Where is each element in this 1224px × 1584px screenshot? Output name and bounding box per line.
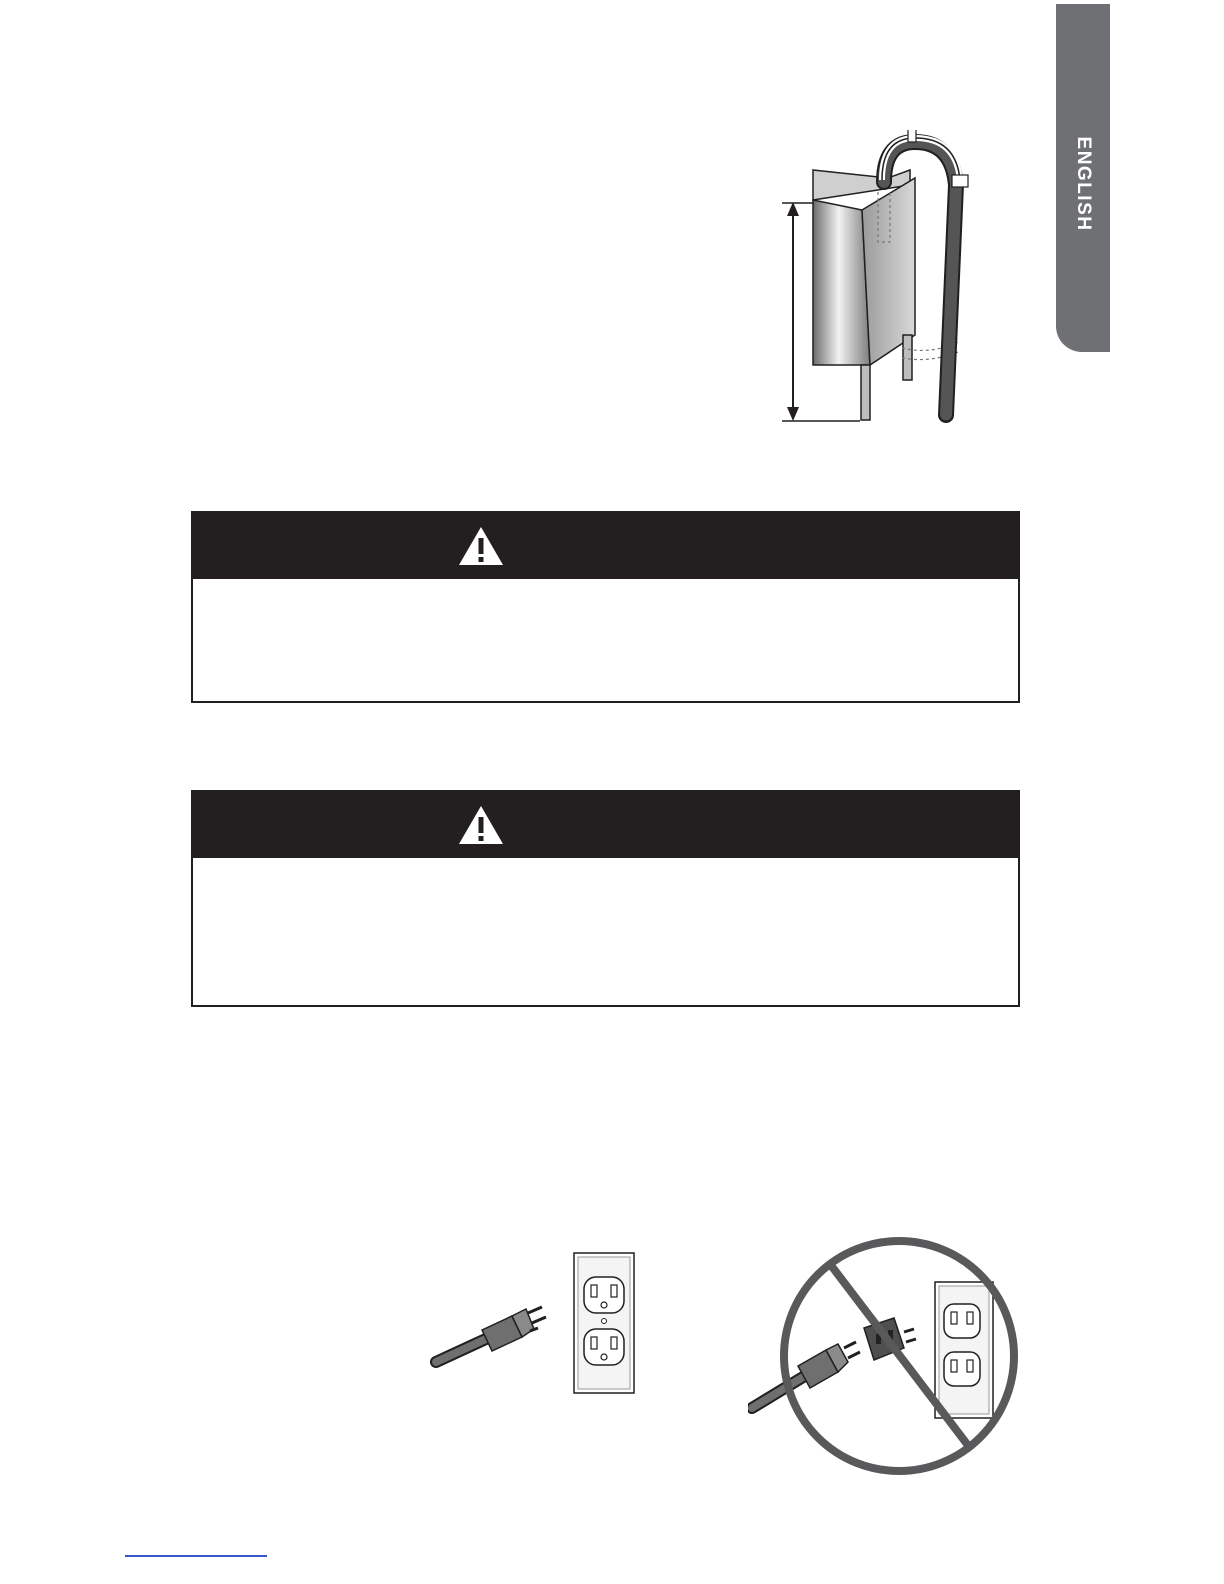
drain-hose-illustration <box>770 130 990 430</box>
warning-triangle-icon <box>457 525 505 567</box>
warning-box <box>191 790 1020 1007</box>
footer-rule <box>125 1555 267 1557</box>
warning-header <box>193 792 1018 858</box>
warning-triangle-icon <box>457 804 505 846</box>
warning-box <box>191 511 1020 703</box>
no-adapter-illustration <box>748 1236 1020 1476</box>
language-tab <box>1056 4 1110 352</box>
language-tab-label: ENGLISH <box>1073 136 1094 232</box>
warning-header <box>193 513 1018 579</box>
grounded-plug-illustration <box>430 1245 650 1405</box>
